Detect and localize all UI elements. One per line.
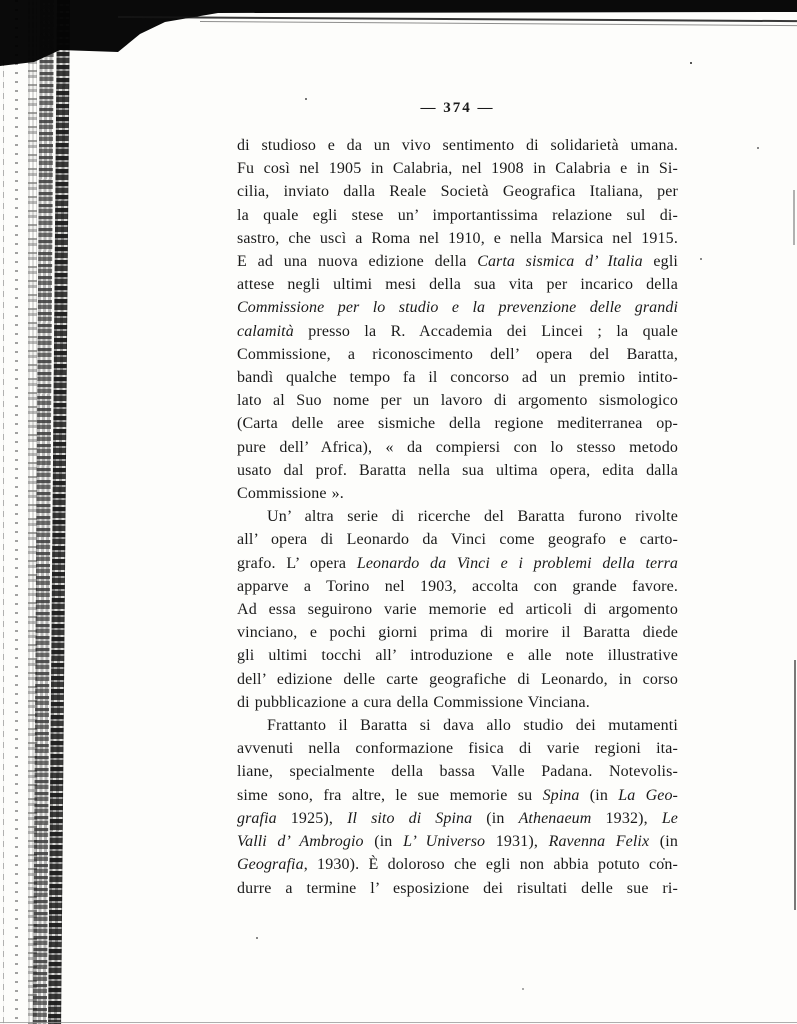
text-line: usato dal prof. Baratta nella sua ultima opera, edita dalla xyxy=(237,461,678,479)
text-line: E ad una nuova edizione della Carta sismica d’ Italia egli xyxy=(237,253,679,271)
text-line: (Carta delle aree sismiche della regione mediterranea op- xyxy=(237,415,678,433)
text-line: sime sono, fra altre, le sue memorie su Spina (in La Geo- xyxy=(237,786,678,804)
text-line: Commissione ». xyxy=(237,485,344,503)
text-column xyxy=(237,100,678,900)
text-line: apparve a Torino nel 1903, accolta con grande favore. xyxy=(237,577,678,595)
text-line: avvenuti nella conformazione fisica di varie regioni ita- xyxy=(237,740,678,758)
right-edge-mark-lower xyxy=(794,660,796,910)
text-line: di pubblicazione a cura della Commissione Vinciana. xyxy=(237,693,590,711)
text-line: cilia, inviato dalla Reale Società Geografica Italiana, per xyxy=(237,183,678,201)
text-block xyxy=(237,134,678,900)
text-line: Fu così nel 1905 in Calabria, nel 1908 in Calabria e in Si- xyxy=(237,160,678,178)
text-line: grafo. L’ opera Leonardo da Vinci e i problemi della terra xyxy=(237,554,678,572)
text-line: la quale egli stese un’ importantissima relazione sul di- xyxy=(237,206,678,224)
scan-specks xyxy=(0,0,2,2)
text-line: pure dell’ Africa), « da compiersi con lo stesso metodo xyxy=(237,438,678,456)
text-line: Valli d’ Ambrogio (in L’ Universo 1931), Ravenna Felix (in xyxy=(237,833,679,851)
text-line: Frattanto il Baratta si dava allo studio dei mutamenti xyxy=(267,717,678,735)
text-line: bandì qualche tempo fa il concorso ad un premio intito- xyxy=(237,369,678,387)
binding-streak-dotted xyxy=(15,0,18,1024)
text-line: Un’ altra serie di ricerche del Baratta furono rivolte xyxy=(267,508,678,526)
text-line: attese negli ultimi mesi della sua vita per incarico della xyxy=(237,276,678,294)
right-edge-mark-upper xyxy=(793,190,795,245)
text-line: gli ultimi tocchi all’ introduzione e alle note illustrative xyxy=(237,647,678,665)
page-number: — 374 — xyxy=(420,100,495,116)
text-line: grafia 1925), Il sito di Spina (in Athenaeum 1932), Le xyxy=(237,809,679,827)
text-line: calamità presso la R. Accademia dei Lincei ; la quale xyxy=(237,322,678,340)
text-line: Commissione per lo studio e la prevenzione delle grandi xyxy=(237,299,678,317)
scan-top-black-band xyxy=(0,0,797,70)
text-line: lato al Suo nome per un lavoro di argomento sismologico xyxy=(237,392,678,410)
page-left-edge-line xyxy=(3,60,4,1024)
text-line: dell’ edizione delle carte geografiche di Leonardo, in corso xyxy=(237,670,678,688)
text-line: Commissione, a riconoscimento dell’ opera del Baratta, xyxy=(237,345,678,363)
text-line: Geografia, 1930). È doloroso che egli non abbia potuto con- xyxy=(237,856,678,874)
text-line: Ad essa seguirono varie memorie ed articoli di argomento xyxy=(237,601,678,619)
text-line: di studioso e da un vivo sentimento di solidarietà umana. xyxy=(237,137,678,154)
text-line: liane, specialmente della bassa Valle Padana. Notevolis- xyxy=(237,763,678,781)
text-line: vinciano, e pochi giorni prima di morire il Baratta diede xyxy=(237,624,678,642)
text-line: sastro, che uscì a Roma nel 1910, e nella Marsica nel 1915. xyxy=(237,229,678,247)
bottom-edge-line xyxy=(0,1022,797,1023)
scan-page-edge-line-faint xyxy=(200,21,797,26)
text-line: all’ opera di Leonardo da Vinci come geografo e carto- xyxy=(237,531,678,549)
text-line: durre a termine l’ esposizione dei risultati delle sue ri- xyxy=(237,879,678,897)
